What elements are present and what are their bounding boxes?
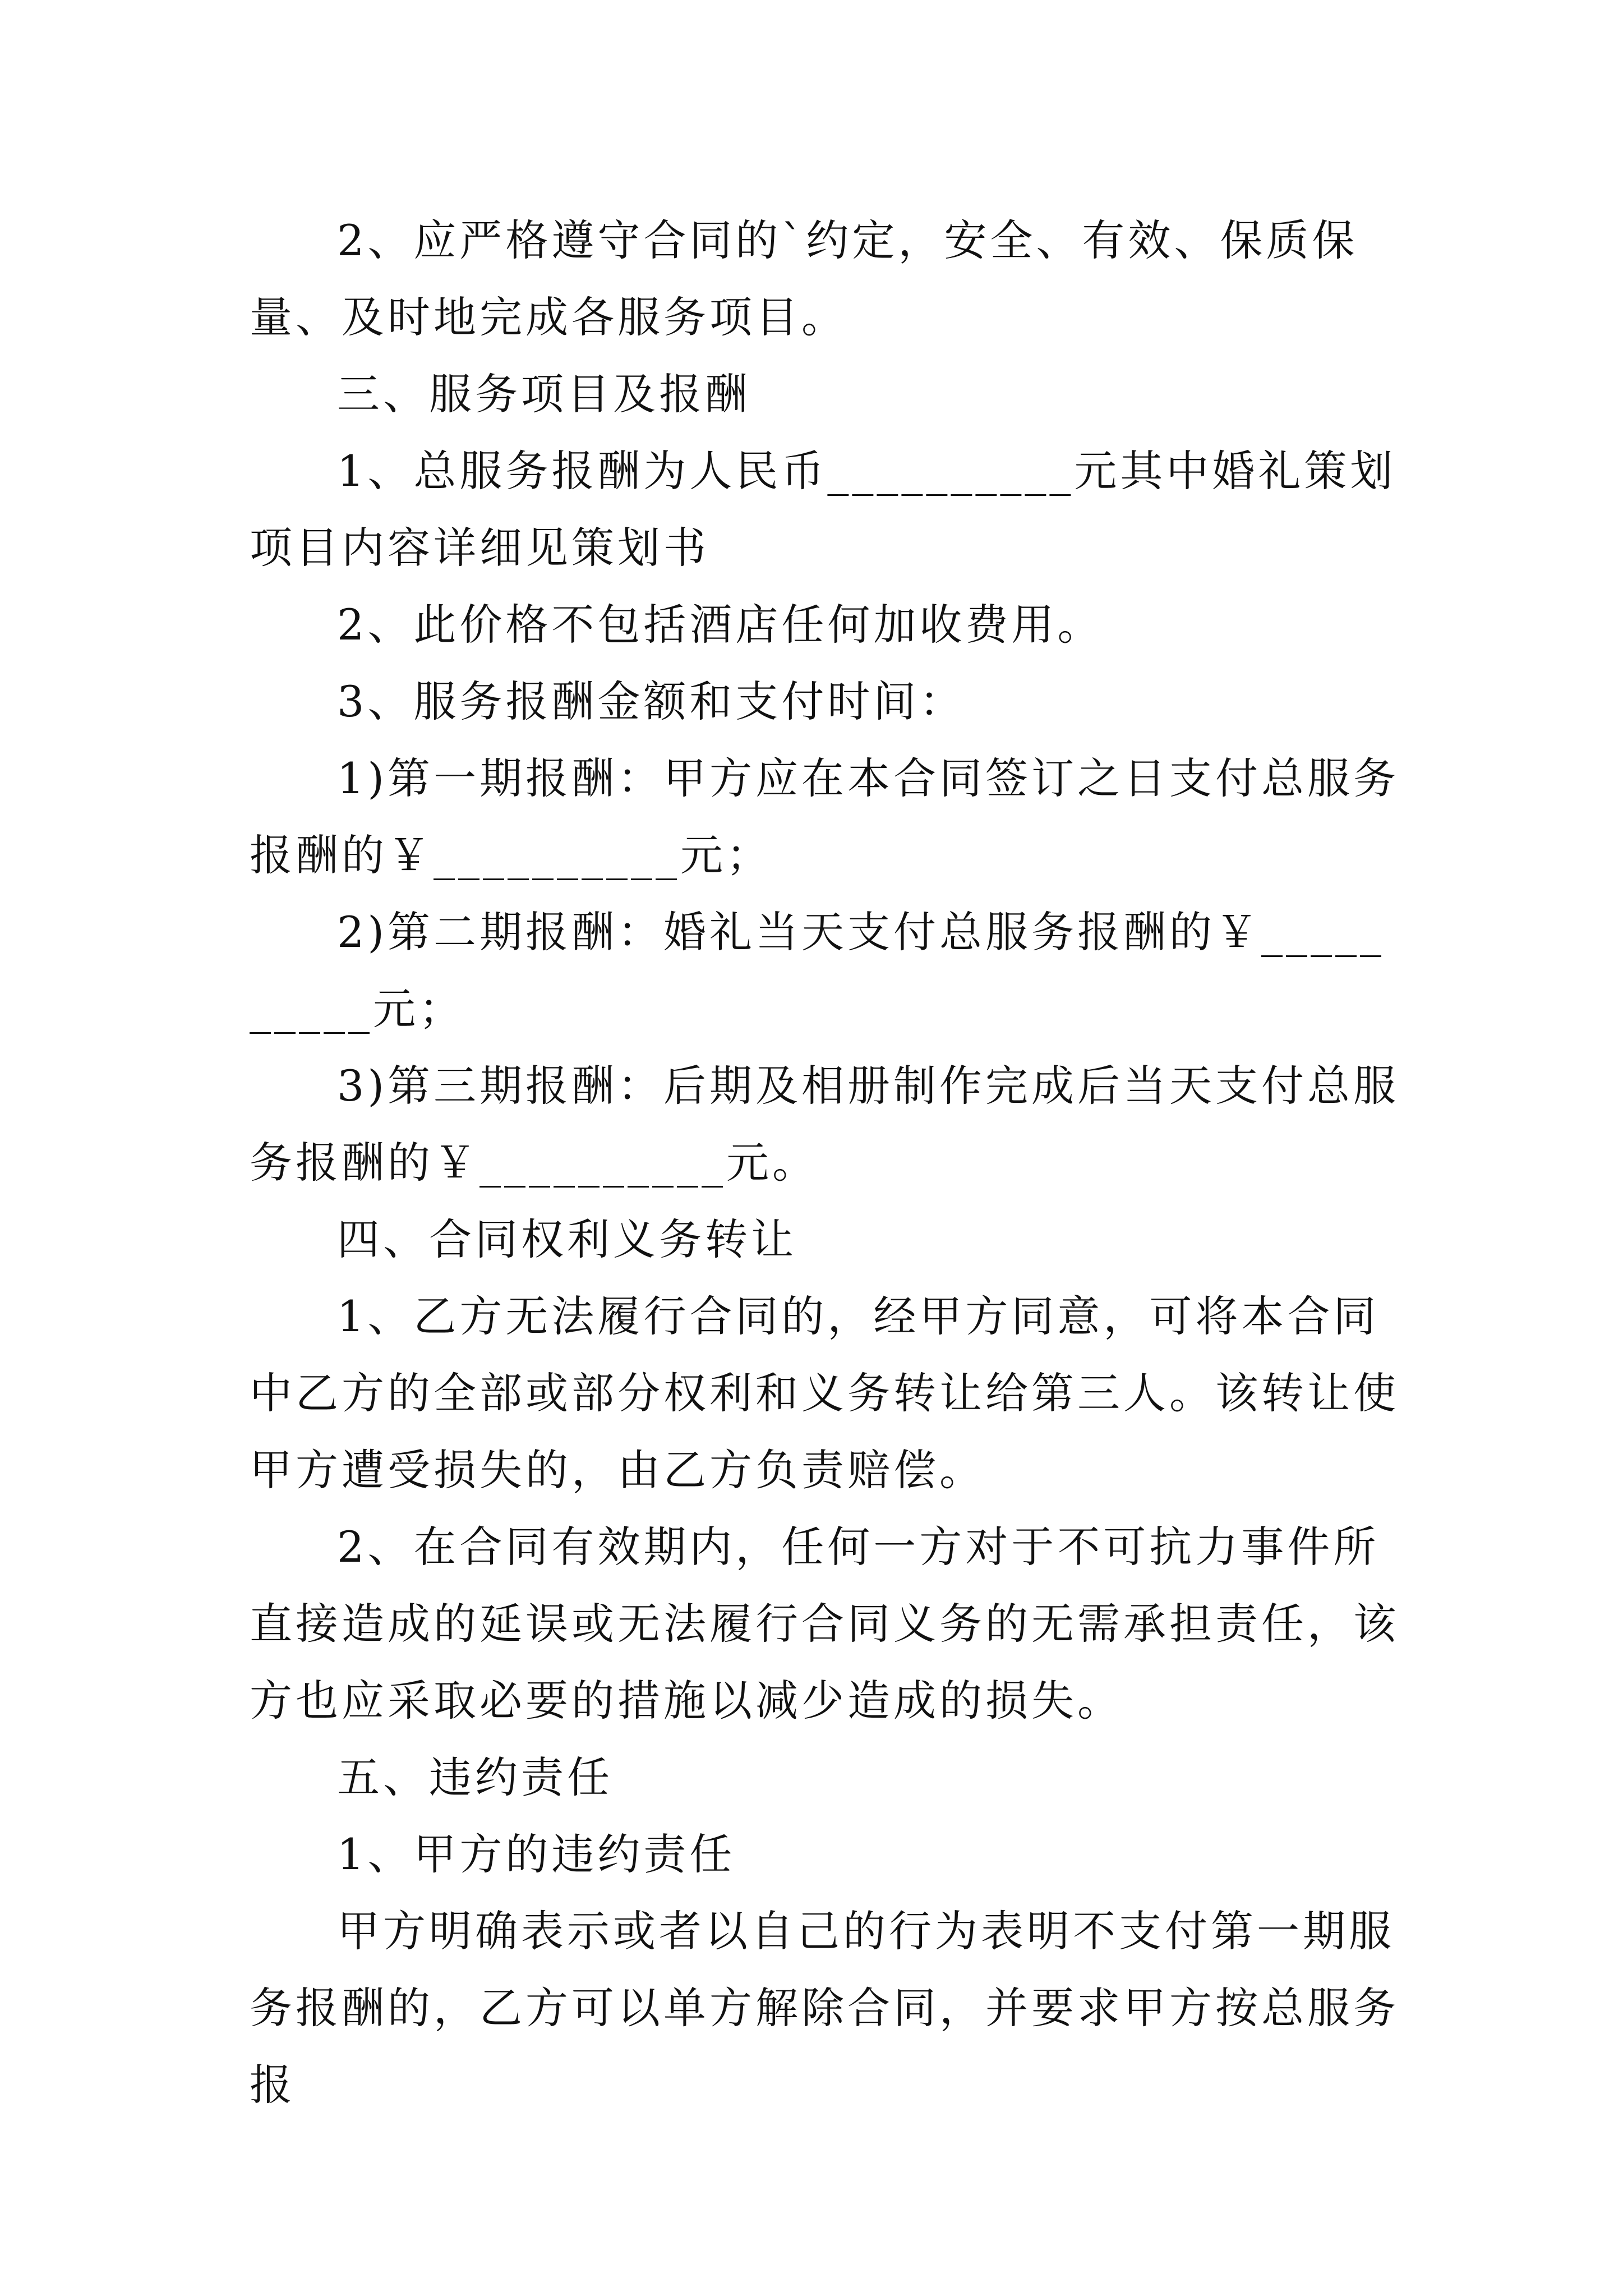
section-heading-liability: 五、违约责任 <box>337 1752 613 1802</box>
paragraph-assignment-clause-1: 1、乙方无法履行合同的，经甲方同意，可将本合同中乙方的全部或部分权利和义务转让给第三人。该转让使甲方遭受损失的，由乙方负责赔偿。 <box>250 1291 1399 1495</box>
section-heading-assignment: 四、合同权利义务转让 <box>337 1214 797 1264</box>
document-body <box>250 202 1405 2123</box>
paragraph-payment-schedule: 3、服务报酬金额和支付时间： <box>337 677 966 726</box>
paragraph-force-majeure: 2、在合同有效期内，任何一方对于不可抗力事件所直接造成的延误或无法履行合同义务的无需承担责任，该方也应采取必要的措施以减少造成的损失。 <box>250 1522 1399 1726</box>
paragraph-first-payment: 1)第一期报酬：甲方应在本合同签订之日支付总服务报酬的￥__________元； <box>250 753 1400 880</box>
paragraph-party-a-breach: 甲方明确表示或者以自己的行为表明不支付第一期服务报酬的，乙方可以单方解除合同，并要求甲方按总服务报 <box>250 1906 1399 2110</box>
paragraph-hotel-fees-excluded: 2、此价格不包括酒店任何加收费用。 <box>337 600 1104 650</box>
paragraph-third-payment: 3)第三期报酬：后期及相册制作完成后当天支付总服务报酬的￥__________元。 <box>250 1061 1400 1188</box>
subheading-party-a-liability: 1、甲方的违约责任 <box>337 1829 736 1879</box>
paragraph-clause-2-obligation: 2、应严格遵守合同的`约定，安全、有效、保质保量、及时地完成各服务项目。 <box>250 215 1358 342</box>
section-heading-services-fees: 三、服务项目及报酬 <box>337 369 751 419</box>
paragraph-second-payment: 2)第二期报酬：婚礼当天支付总服务报酬的￥__________元； <box>250 907 1385 1034</box>
paragraph-total-fee: 1、总服务报酬为人民币__________元其中婚礼策划项目内容详细见策划书 <box>250 446 1396 573</box>
